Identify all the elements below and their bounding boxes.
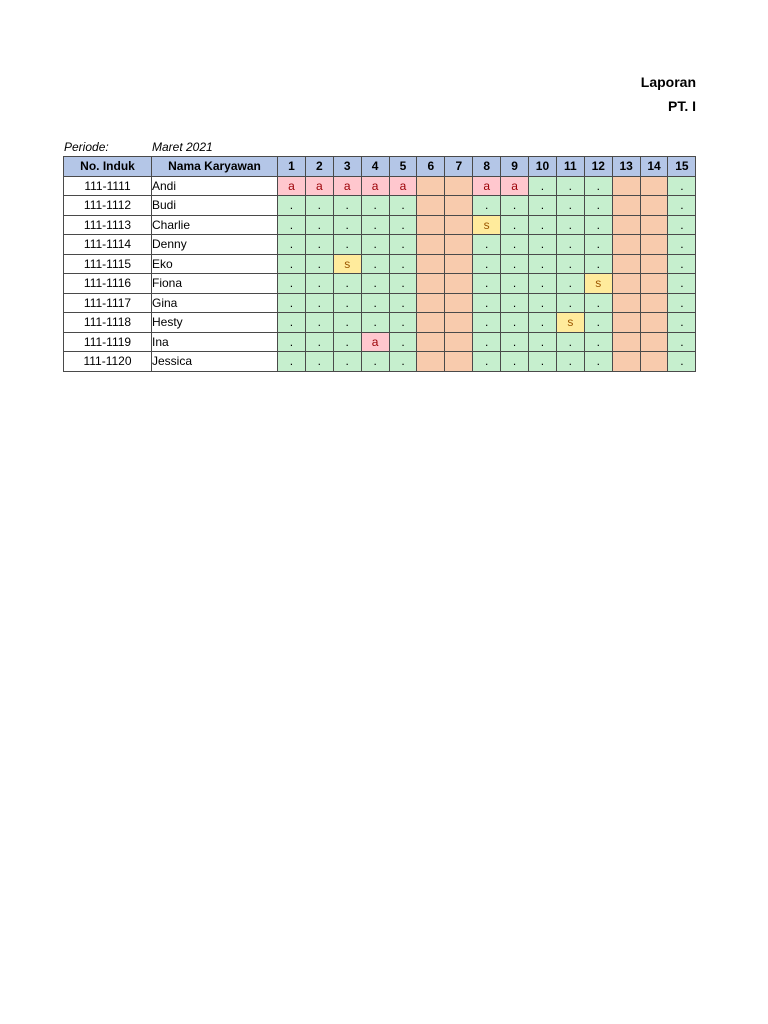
cell-day[interactable] — [640, 352, 668, 372]
cell-day[interactable]: . — [501, 274, 529, 294]
cell-day[interactable]: . — [389, 196, 417, 216]
cell-day[interactable]: . — [305, 235, 333, 255]
cell-day[interactable] — [417, 332, 445, 352]
cell-day[interactable]: . — [333, 215, 361, 235]
table-row — [64, 332, 696, 352]
cell-day[interactable] — [417, 176, 445, 196]
header-cell-day[interactable]: 15 — [668, 157, 696, 177]
header-cell-day[interactable]: 8 — [473, 157, 501, 177]
cell-day[interactable]: s — [473, 215, 501, 235]
cell-day[interactable]: a — [389, 176, 417, 196]
cell-nama[interactable]: Jessica — [152, 352, 278, 372]
period-label: Periode: — [64, 140, 109, 154]
header-cell-day[interactable]: 5 — [389, 157, 417, 177]
company-name: PT. I — [667, 98, 696, 114]
cell-day[interactable] — [640, 293, 668, 313]
cell-day[interactable]: . — [668, 196, 696, 216]
cell-day[interactable]: . — [556, 274, 584, 294]
cell-day[interactable] — [640, 235, 668, 255]
cell-day[interactable]: . — [473, 274, 501, 294]
cell-day[interactable] — [445, 176, 473, 196]
cell-day[interactable] — [612, 176, 640, 196]
cell-day[interactable]: . — [473, 196, 501, 216]
cell-day[interactable]: . — [305, 293, 333, 313]
cell-day[interactable]: . — [584, 352, 612, 372]
cell-day[interactable]: . — [501, 293, 529, 313]
header-cell-day[interactable]: 14 — [640, 157, 668, 177]
cell-nama[interactable]: Charlie — [152, 215, 278, 235]
cell-day[interactable]: . — [333, 293, 361, 313]
cell-day[interactable]: . — [278, 235, 306, 255]
table-row — [64, 274, 696, 294]
header-cell-day[interactable]: 10 — [529, 157, 557, 177]
cell-day[interactable]: a — [501, 176, 529, 196]
cell-day[interactable]: . — [361, 196, 389, 216]
cell-day[interactable]: . — [529, 254, 557, 274]
cell-day[interactable] — [612, 313, 640, 333]
cell-day[interactable]: . — [473, 313, 501, 333]
cell-day[interactable]: . — [556, 352, 584, 372]
cell-day[interactable]: . — [278, 313, 306, 333]
cell-day[interactable]: . — [584, 293, 612, 313]
cell-day[interactable]: . — [389, 254, 417, 274]
cell-induk[interactable]: 111-1119 — [64, 332, 152, 352]
cell-day[interactable]: . — [529, 293, 557, 313]
cell-day[interactable]: . — [361, 313, 389, 333]
cell-day[interactable]: . — [305, 313, 333, 333]
cell-day[interactable]: . — [529, 274, 557, 294]
cell-day[interactable] — [612, 274, 640, 294]
cell-day[interactable]: . — [333, 274, 361, 294]
cell-day[interactable]: . — [501, 235, 529, 255]
cell-nama[interactable]: Budi — [152, 196, 278, 216]
cell-day[interactable]: . — [361, 274, 389, 294]
cell-day[interactable] — [612, 332, 640, 352]
cell-day[interactable]: . — [333, 352, 361, 372]
cell-day[interactable] — [612, 196, 640, 216]
cell-day[interactable]: . — [361, 215, 389, 235]
cell-day[interactable]: a — [305, 176, 333, 196]
cell-day[interactable]: s — [584, 274, 612, 294]
cell-day[interactable] — [640, 196, 668, 216]
header-cell-day[interactable]: 11 — [556, 157, 584, 177]
header-cell-day[interactable]: 3 — [333, 157, 361, 177]
cell-induk[interactable]: 111-1111 — [64, 176, 152, 196]
cell-day[interactable]: . — [501, 332, 529, 352]
cell-day[interactable]: . — [668, 176, 696, 196]
header-cell-day[interactable]: 2 — [305, 157, 333, 177]
cell-day[interactable]: . — [529, 313, 557, 333]
cell-day[interactable] — [612, 215, 640, 235]
cell-day[interactable] — [417, 196, 445, 216]
header-cell-day[interactable]: 6 — [417, 157, 445, 177]
cell-day[interactable] — [417, 352, 445, 372]
table-row — [64, 196, 696, 216]
cell-day[interactable]: . — [556, 176, 584, 196]
cell-nama[interactable]: Eko — [152, 254, 278, 274]
cell-day[interactable]: . — [529, 352, 557, 372]
cell-day[interactable]: . — [556, 235, 584, 255]
cell-induk[interactable]: 111-1118 — [64, 313, 152, 333]
cell-day[interactable]: . — [333, 313, 361, 333]
cell-nama[interactable]: Ina — [152, 332, 278, 352]
table-row — [64, 254, 696, 274]
cell-day[interactable]: . — [361, 254, 389, 274]
cell-day[interactable] — [640, 313, 668, 333]
cell-nama[interactable]: Hesty — [152, 313, 278, 333]
cell-day[interactable]: a — [333, 176, 361, 196]
table-row — [64, 176, 696, 196]
cell-day[interactable] — [445, 352, 473, 372]
cell-day[interactable] — [445, 313, 473, 333]
cell-nama[interactable]: Gina — [152, 293, 278, 313]
cell-day[interactable]: . — [668, 352, 696, 372]
cell-day[interactable] — [640, 215, 668, 235]
cell-day[interactable]: . — [584, 313, 612, 333]
cell-nama[interactable]: Fiona — [152, 274, 278, 294]
cell-day[interactable]: a — [278, 176, 306, 196]
cell-day[interactable]: . — [278, 332, 306, 352]
cell-day[interactable]: . — [501, 254, 529, 274]
cell-day[interactable]: . — [584, 254, 612, 274]
cell-day[interactable] — [417, 254, 445, 274]
cell-day[interactable]: . — [668, 274, 696, 294]
cell-day[interactable]: . — [473, 254, 501, 274]
table-row — [64, 313, 696, 333]
cell-day[interactable]: . — [333, 235, 361, 255]
cell-day[interactable] — [640, 274, 668, 294]
cell-day[interactable]: a — [361, 176, 389, 196]
cell-day[interactable] — [612, 352, 640, 372]
cell-day[interactable] — [445, 293, 473, 313]
cell-induk[interactable]: 111-1117 — [64, 293, 152, 313]
cell-day[interactable] — [417, 215, 445, 235]
cell-day[interactable]: . — [278, 196, 306, 216]
cell-day[interactable]: s — [333, 254, 361, 274]
cell-induk[interactable]: 111-1116 — [64, 274, 152, 294]
cell-day[interactable]: . — [473, 235, 501, 255]
header-cell-day[interactable]: 13 — [612, 157, 640, 177]
cell-day[interactable]: . — [584, 332, 612, 352]
header-cell-day[interactable]: 12 — [584, 157, 612, 177]
cell-day[interactable]: . — [529, 332, 557, 352]
cell-day[interactable]: . — [584, 235, 612, 255]
cell-day[interactable] — [445, 196, 473, 216]
cell-day[interactable]: . — [361, 352, 389, 372]
cell-day[interactable]: . — [389, 293, 417, 313]
cell-day[interactable]: . — [556, 293, 584, 313]
cell-day[interactable]: . — [501, 196, 529, 216]
cell-day[interactable] — [612, 235, 640, 255]
cell-day[interactable]: . — [389, 352, 417, 372]
cell-day[interactable]: . — [668, 313, 696, 333]
cell-day[interactable]: . — [473, 352, 501, 372]
cell-day[interactable] — [612, 293, 640, 313]
cell-day[interactable]: . — [556, 254, 584, 274]
cell-day[interactable]: . — [529, 176, 557, 196]
cell-day[interactable] — [417, 313, 445, 333]
cell-day[interactable] — [445, 235, 473, 255]
cell-day[interactable]: . — [501, 352, 529, 372]
cell-induk[interactable]: 111-1120 — [64, 352, 152, 372]
cell-day[interactable]: . — [361, 235, 389, 255]
cell-nama[interactable]: Andi — [152, 176, 278, 196]
cell-day[interactable]: . — [305, 196, 333, 216]
cell-day[interactable]: . — [305, 352, 333, 372]
cell-day[interactable] — [445, 332, 473, 352]
cell-day[interactable] — [640, 332, 668, 352]
cell-day[interactable]: a — [473, 176, 501, 196]
period-value[interactable]: Maret 2021 — [152, 140, 213, 154]
cell-day[interactable]: . — [389, 332, 417, 352]
cell-day[interactable]: . — [668, 215, 696, 235]
table-row — [64, 352, 696, 372]
cell-day[interactable]: . — [305, 215, 333, 235]
cell-day[interactable]: s — [556, 313, 584, 333]
cell-day[interactable]: . — [668, 254, 696, 274]
cell-day[interactable]: . — [278, 254, 306, 274]
table-body — [64, 176, 696, 371]
cell-induk[interactable]: 111-1113 — [64, 215, 152, 235]
attendance-table — [63, 156, 696, 372]
cell-day[interactable]: . — [278, 352, 306, 372]
cell-day[interactable]: . — [305, 274, 333, 294]
cell-day[interactable]: . — [389, 313, 417, 333]
header-cell-day[interactable]: 9 — [501, 157, 529, 177]
cell-day[interactable]: . — [501, 215, 529, 235]
cell-day[interactable]: . — [333, 332, 361, 352]
cell-day[interactable]: . — [501, 313, 529, 333]
cell-day[interactable]: . — [389, 274, 417, 294]
cell-day[interactable]: . — [305, 254, 333, 274]
header-cell-induk[interactable]: No. Induk — [64, 157, 152, 177]
cell-induk[interactable]: 111-1114 — [64, 235, 152, 255]
cell-day[interactable]: . — [333, 196, 361, 216]
cell-induk[interactable]: 111-1112 — [64, 196, 152, 216]
cell-day[interactable] — [445, 274, 473, 294]
cell-day[interactable]: . — [389, 215, 417, 235]
cell-nama[interactable]: Denny — [152, 235, 278, 255]
cell-day[interactable]: . — [473, 293, 501, 313]
cell-induk[interactable]: 111-1115 — [64, 254, 152, 274]
cell-day[interactable] — [640, 176, 668, 196]
header-cell-day[interactable]: 7 — [445, 157, 473, 177]
report-title: Laporan — [640, 74, 696, 90]
cell-day[interactable]: . — [529, 196, 557, 216]
cell-day[interactable]: . — [584, 196, 612, 216]
cell-day[interactable]: . — [556, 332, 584, 352]
cell-day[interactable] — [445, 215, 473, 235]
header-cell-day[interactable]: 4 — [361, 157, 389, 177]
cell-day[interactable]: . — [668, 235, 696, 255]
cell-day[interactable]: . — [556, 196, 584, 216]
cell-day[interactable] — [417, 293, 445, 313]
table-row — [64, 293, 696, 313]
cell-day[interactable]: . — [361, 293, 389, 313]
cell-day[interactable]: . — [278, 274, 306, 294]
cell-day[interactable] — [417, 235, 445, 255]
table-row — [64, 235, 696, 255]
cell-day[interactable] — [612, 254, 640, 274]
header-cell-nama[interactable]: Nama Karyawan — [152, 157, 278, 177]
cell-day[interactable] — [417, 274, 445, 294]
cell-day[interactable]: . — [668, 293, 696, 313]
cell-day[interactable]: . — [278, 215, 306, 235]
cell-day[interactable]: . — [473, 332, 501, 352]
cell-day[interactable]: . — [529, 235, 557, 255]
cell-day[interactable]: . — [668, 332, 696, 352]
header-row — [64, 157, 696, 177]
cell-day[interactable]: . — [278, 293, 306, 313]
cell-day[interactable] — [640, 254, 668, 274]
cell-day[interactable]: . — [305, 332, 333, 352]
cell-day[interactable]: a — [361, 332, 389, 352]
cell-day[interactable]: . — [556, 215, 584, 235]
table-row — [64, 215, 696, 235]
cell-day[interactable]: . — [389, 235, 417, 255]
header-cell-day[interactable]: 1 — [278, 157, 306, 177]
cell-day[interactable] — [445, 254, 473, 274]
cell-day[interactable]: . — [584, 176, 612, 196]
cell-day[interactable]: . — [529, 215, 557, 235]
cell-day[interactable]: . — [584, 215, 612, 235]
